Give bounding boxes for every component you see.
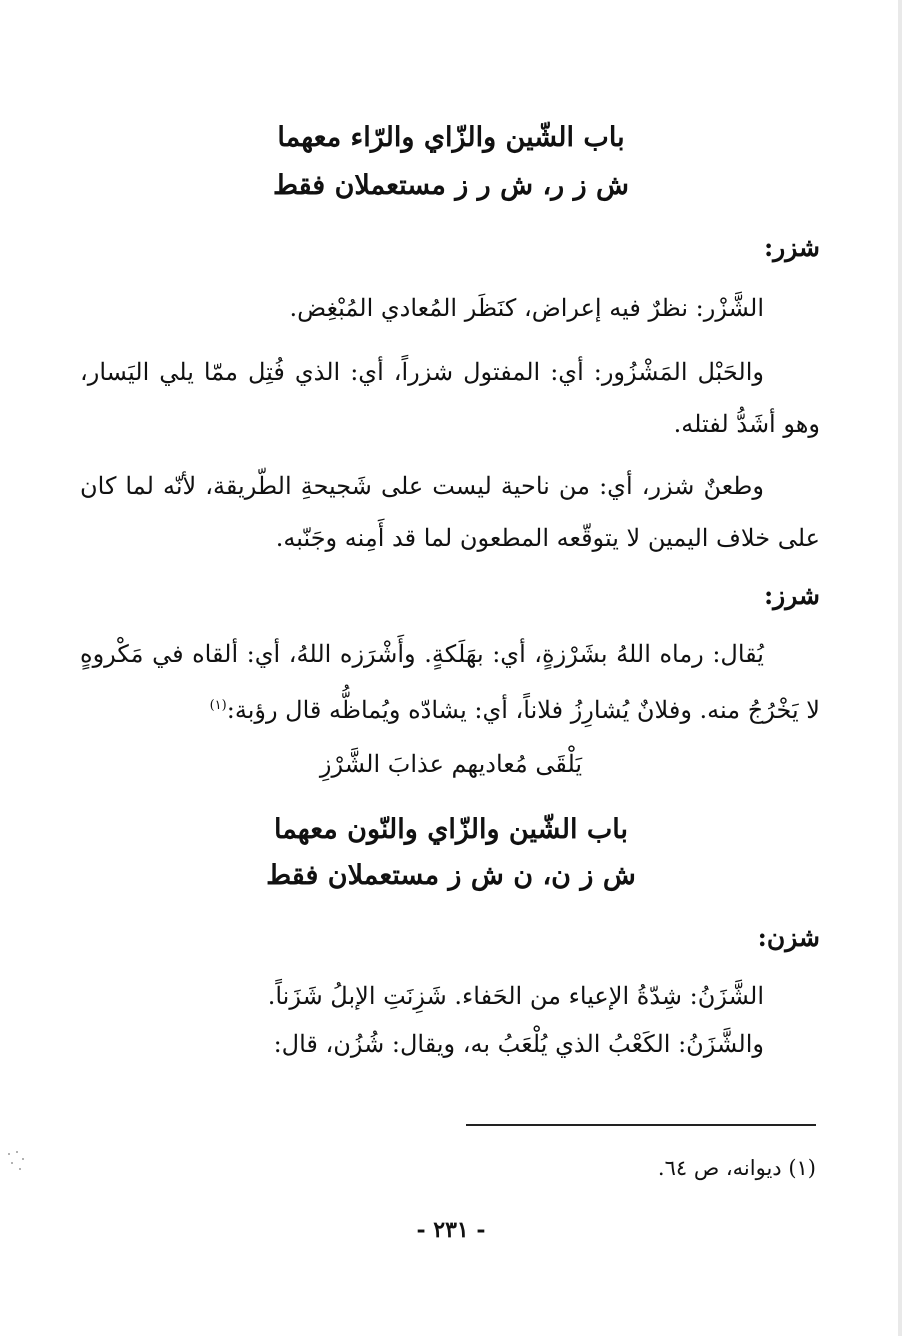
- section-heading-roots: ش ز ن، ن ش ز مستعملان فقط: [266, 860, 636, 891]
- entry-heading-shazr: شزر:: [763, 233, 820, 262]
- paragraph-line: وطعنٌ شزر، أي: من ناحية ليست على شَجيحةِ الطّريقة، لأنّه لما كان: [80, 472, 764, 500]
- footnote-reference: (١): [209, 698, 227, 713]
- footnote-separator: [466, 1124, 816, 1126]
- paragraph-text: لا يَخْرُجُ منه. وفلانٌ يُشارِزُ فلاناً، أي: يشادّه ويُماظُّه قال رؤبة:: [226, 696, 820, 724]
- section-heading-title: باب الشّين والزّاي والنّون معهما: [273, 814, 629, 845]
- scan-edge: [898, 0, 902, 1336]
- section-heading-roots: ش ز ر، ش ر ز مستعملان فقط: [272, 170, 630, 201]
- scan-speck: [6, 1150, 28, 1174]
- section-heading-title: باب الشّين والزّاي والرّاء معهما: [277, 122, 625, 153]
- footnote: (١) ديوانه، ص ٦٤.: [657, 1156, 816, 1180]
- entry-heading-sharz: شرز:: [763, 581, 820, 610]
- entry-heading-shazn: شزن:: [757, 923, 820, 952]
- paragraph-line: والشَّزَنُ: الكَعْبُ الذي يُلْعَبُ به، ويقال: شُزُن، قال:: [273, 1030, 764, 1058]
- page-number: - ٢٣١ -: [416, 1217, 486, 1243]
- paragraph-line: وهو أشَدُّ لفتله.: [673, 410, 820, 438]
- paragraph-line: الشَّزْر: نظرٌ فيه إعراض، كنَظَر المُعادي المُبْغِض.: [289, 294, 764, 322]
- paragraph-line: على خلاف اليمين لا يتوقّعه المطعون لما قد أَمِنه وجَنّبه.: [275, 524, 820, 552]
- paragraph-line: يُقال: رماه اللهُ بشَرْزةٍ، أي: بهَلَكةٍ. وأَشْرَزه اللهُ، أي: ألقاه في مَكْروهٍ: [80, 640, 764, 668]
- paragraph-line: الشَّزَنُ: شِدّةُ الإعياء من الحَفاء. شَزِنَتِ الإبلُ شَزَناً.: [267, 982, 764, 1010]
- poem-verse: يَلْقَى مُعاديهم عذابَ الشَّرْزِ: [319, 750, 583, 778]
- paragraph-line: والحَبْل المَشْزُور: أي: المفتول شزراً، أي: الذي فُتِل ممّا يلي اليَسار،: [80, 358, 764, 386]
- paragraph-line: [80, 686, 820, 730]
